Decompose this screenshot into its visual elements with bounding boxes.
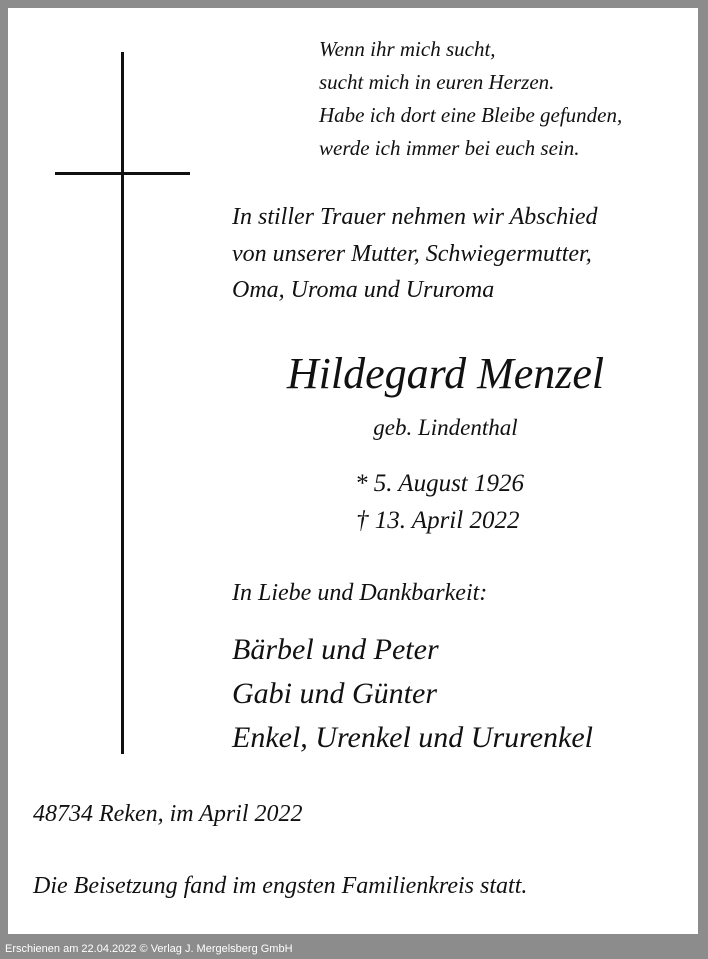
intro-line: In stiller Trauer nehmen wir Abschied: [232, 204, 598, 230]
mourner: Bärbel und Peter: [232, 633, 439, 666]
cross-icon: [121, 52, 124, 754]
place-date: 48734 Reken, im April 2022: [33, 801, 303, 827]
mourner: Enkel, Urenkel und Ururenkel: [232, 721, 593, 754]
intro-line: von unserer Mutter, Schwiegermutter,: [232, 240, 592, 267]
mourner: Gabi und Günter: [232, 677, 437, 710]
deceased-name: Hildegard Menzel: [286, 349, 605, 398]
birth-name: geb. Lindenthal: [373, 415, 518, 440]
life-dates: [355, 465, 524, 539]
mourners-list: [232, 628, 593, 760]
poem-line: Habe ich dort eine Bleibe gefunden,: [319, 103, 623, 127]
burial-note: Die Beisetzung fand im engsten Familienkreis statt.: [33, 873, 528, 899]
poem-line: werde ich immer bei euch sein.: [319, 136, 580, 160]
birth-date: * 5. August 1926: [355, 470, 524, 497]
cross-icon-bar: [55, 172, 190, 175]
publication-footer: Erschienen am 22.04.2022 © Verlag J. Mergelsberg GmbH: [5, 943, 293, 955]
intro-text: [232, 199, 598, 309]
intro-line: Oma, Uroma und Ururoma: [232, 277, 495, 303]
closing-label: In Liebe und Dankbarkeit:: [232, 580, 488, 606]
poem-line: Wenn ihr mich sucht,: [319, 37, 496, 61]
poem: [319, 33, 622, 165]
poem-line: sucht mich in euren Herzen.: [319, 70, 555, 94]
death-date: † 13. April 2022: [356, 507, 520, 534]
